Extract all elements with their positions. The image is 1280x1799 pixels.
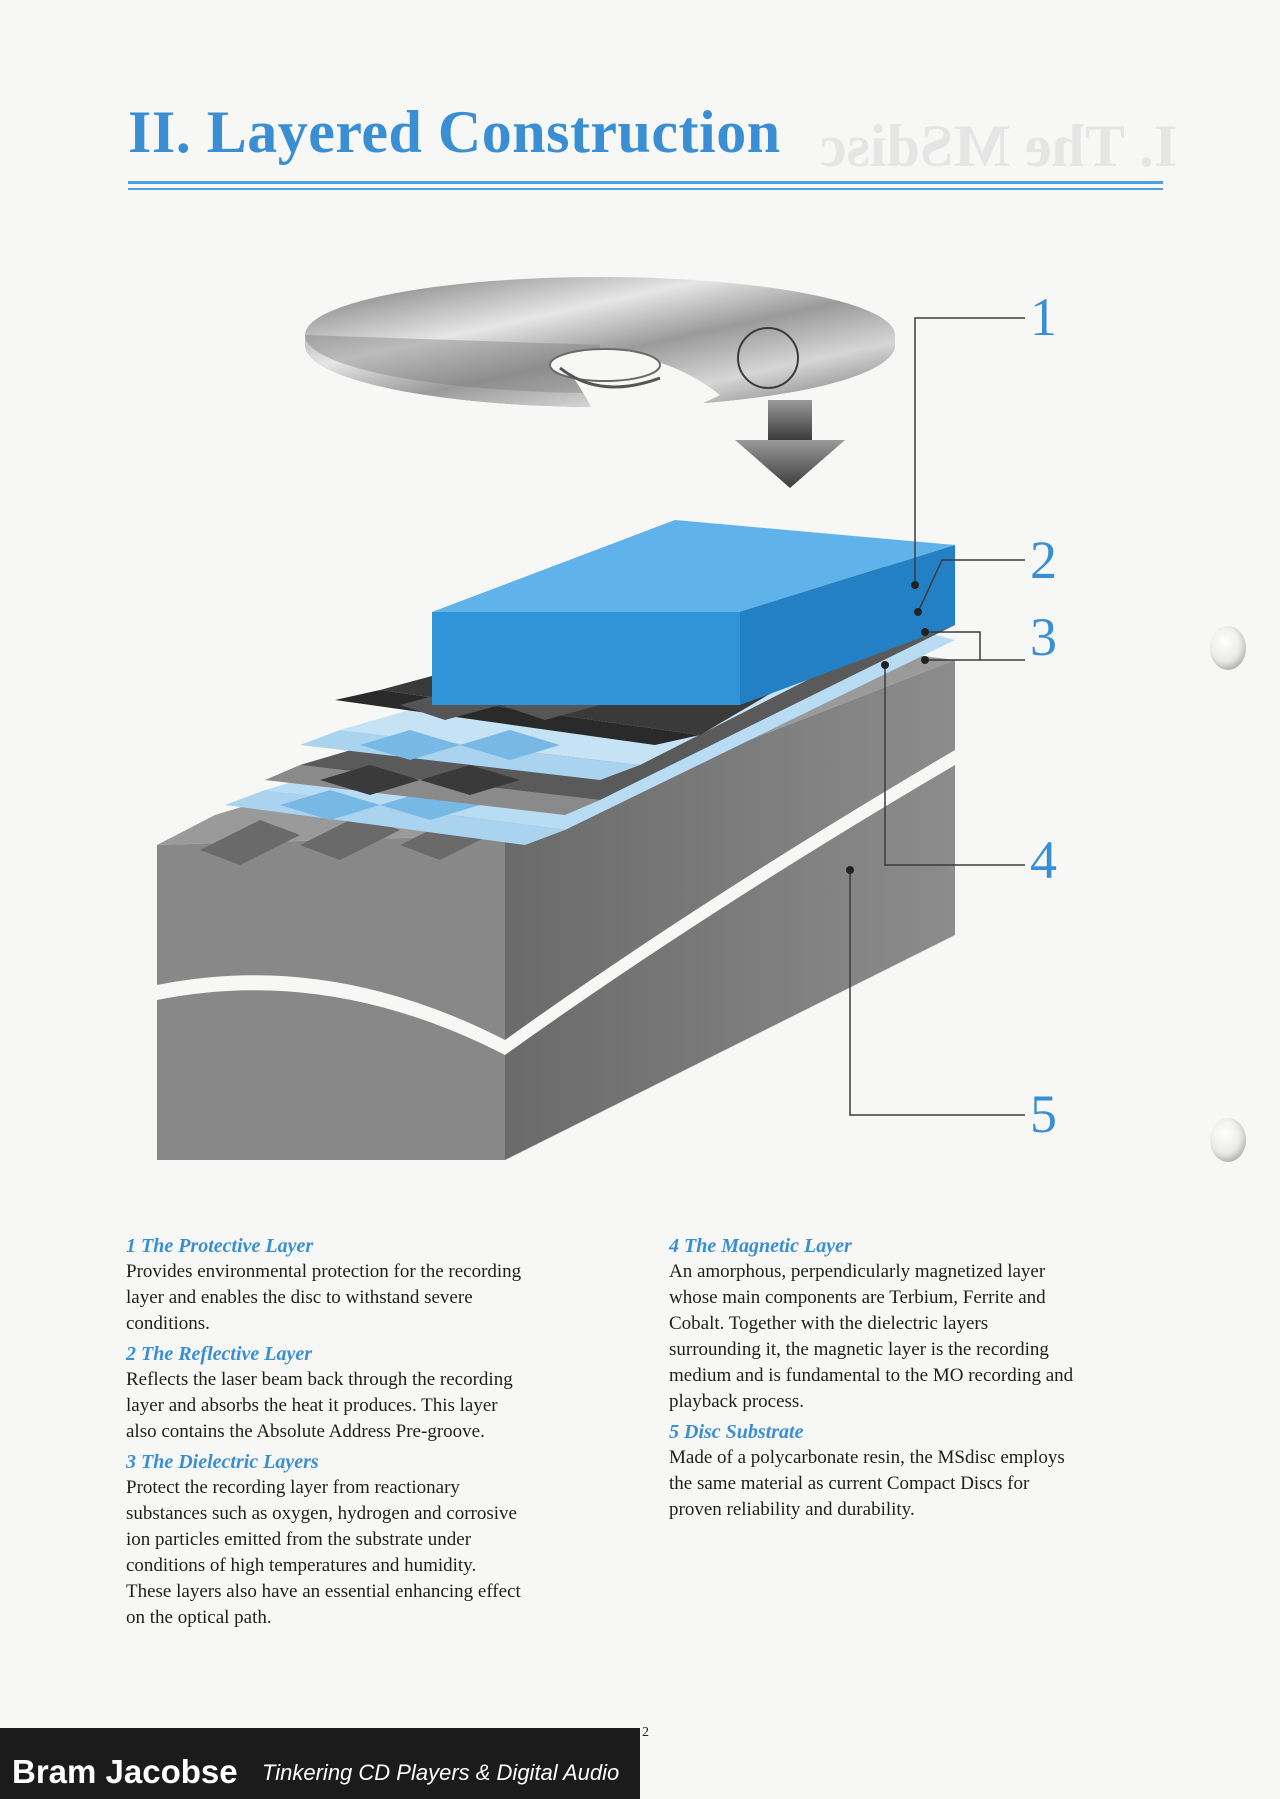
section-body (126, 1367, 626, 1445)
section-body (126, 1475, 626, 1631)
section-reflective-layer (126, 1341, 626, 1445)
body-line: These layers also have an essential enhancing effect (126, 1581, 521, 1602)
section-body (669, 1259, 1169, 1415)
section-heading: 2 The Reflective Layer (126, 1343, 313, 1365)
body-line: ion particles emitted from the substrate under (126, 1529, 472, 1550)
body-line: medium and is fundamental to the MO recording and (669, 1365, 1074, 1386)
body-line: the same material as current Compact Discs for (669, 1473, 1030, 1494)
body-line: Provides environmental protection for the recording (126, 1261, 522, 1282)
section-body (669, 1445, 1169, 1523)
bleed-through-text: I. The MSdisc (820, 113, 1178, 179)
right-column (669, 1233, 1169, 1527)
left-column (126, 1233, 626, 1635)
body-line: Cobalt. Together with the dielectric layers (669, 1313, 989, 1334)
page-title: II. Layered Construction (128, 99, 781, 165)
footer-author: Bram Jacobse (12, 1753, 238, 1790)
body-line: also contains the Absolute Address Pre-groove. (126, 1421, 485, 1442)
section-body (126, 1259, 626, 1337)
callout-3: 3 (1030, 607, 1057, 667)
down-arrow-icon (735, 400, 845, 488)
section-protective-layer (126, 1233, 626, 1337)
body-line: surrounding it, the magnetic layer is the recording (669, 1339, 1049, 1360)
body-line: conditions. (126, 1313, 210, 1334)
body-line: An amorphous, perpendicularly magnetized layer (669, 1261, 1046, 1282)
body-line: playback process. (669, 1391, 805, 1412)
section-heading: 5 Disc Substrate (669, 1421, 804, 1443)
callout-4: 4 (1030, 830, 1057, 890)
section-magnetic-layer (669, 1233, 1169, 1415)
body-line: proven reliability and durability. (669, 1499, 915, 1520)
body-line: substances such as oxygen, hydrogen and corrosive (126, 1503, 517, 1524)
section-disc-substrate (669, 1419, 1169, 1523)
section-dielectric-layers (126, 1449, 626, 1631)
body-line: layer and absorbs the heat it produces. This layer (126, 1395, 498, 1416)
body-line: Protect the recording layer from reactionary (126, 1477, 460, 1498)
binder-hole (1210, 626, 1246, 670)
callout-5: 5 (1030, 1084, 1057, 1144)
body-line: on the optical path. (126, 1607, 272, 1628)
section-heading: 1 The Protective Layer (126, 1235, 314, 1257)
body-line: whose main components are Terbium, Ferrite and (669, 1287, 1046, 1308)
body-line: conditions of high temperatures and humidity. (126, 1555, 477, 1576)
body-line: layer and enables the disc to withstand severe (126, 1287, 473, 1308)
callout-2: 2 (1030, 530, 1057, 590)
body-line: Reflects the laser beam back through the recording (126, 1369, 513, 1390)
section-heading: 3 The Dielectric Layers (126, 1451, 319, 1473)
binder-hole (1210, 1118, 1246, 1162)
footer-tagline: Tinkering CD Players & Digital Audio (262, 1760, 620, 1785)
body-line: Made of a polycarbonate resin, the MSdisc employs (669, 1447, 1065, 1468)
callout-1: 1 (1030, 287, 1057, 347)
page-number: 2 (642, 1725, 649, 1740)
section-heading: 4 The Magnetic Layer (669, 1235, 852, 1257)
